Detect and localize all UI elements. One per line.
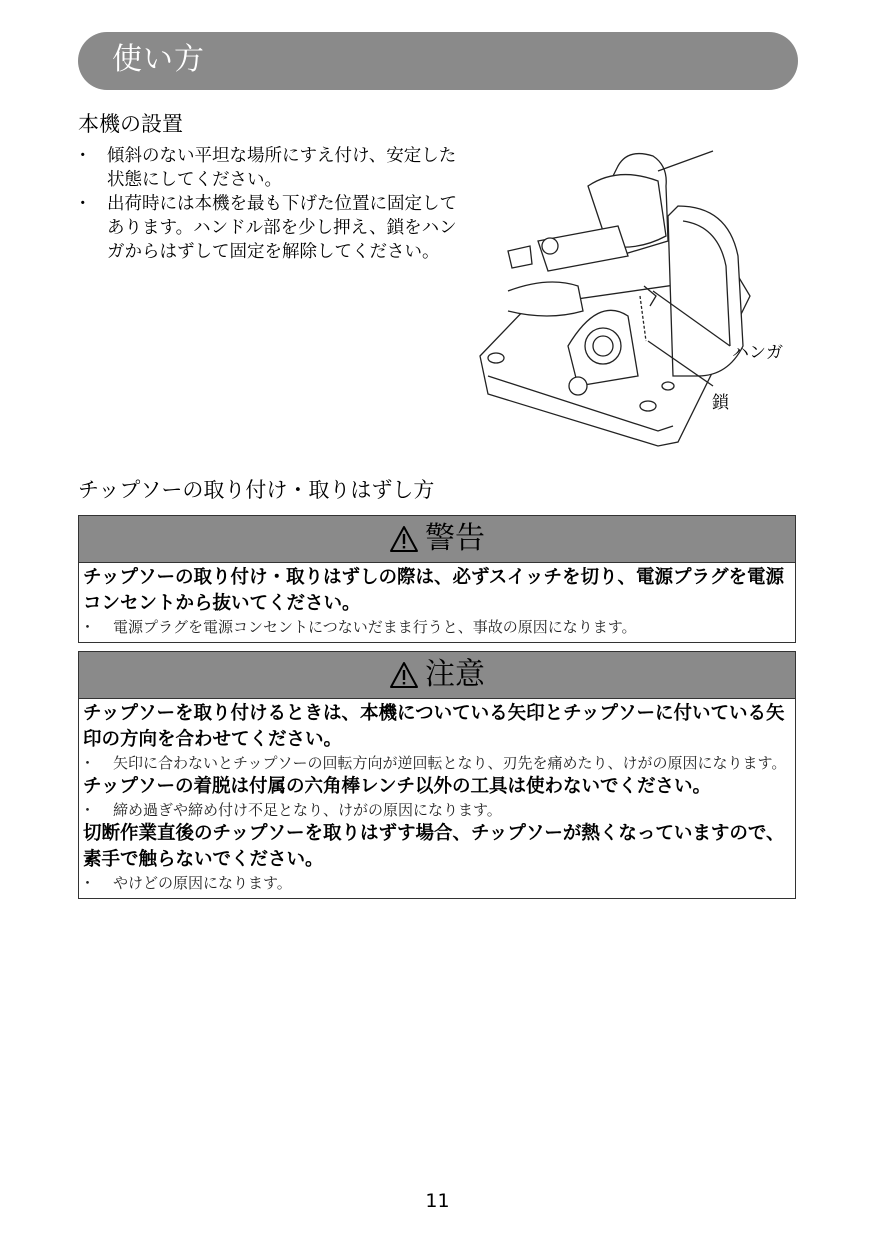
installation-bullet-list: [78, 144, 458, 264]
caution-main-text-2: チップソーの着脱は付属の六角棒レンチ以外の工具は使わないでください。: [83, 776, 711, 797]
installation-heading: 本機の設置: [78, 112, 183, 136]
warning-header: [79, 516, 795, 563]
caution-title: 注意: [425, 657, 485, 692]
chain-label: 鎖: [712, 393, 729, 413]
caution-sub-text-1: ・ 矢印に合わないとチップソーの回転方向が逆回転となり、刃先を痛めたり、けがの原因になります。: [83, 753, 791, 774]
cutter-illustration: [468, 146, 798, 448]
warning-main-text-1: チップソーの取り付け・取りはずしの際は、必ずスイッチを切り、電源プラグを電源コンセントから抜いてください。: [83, 567, 784, 614]
caution-main-text-1: チップソーを取り付けるときは、本機についている矢印とチップソーに付いている矢印の方向を合わせてください。: [83, 703, 785, 750]
warning-title: 警告: [425, 521, 485, 556]
page-title: 使い方: [112, 42, 205, 77]
warning-body: [79, 563, 795, 642]
hanger-label: ハンガ: [732, 343, 783, 363]
chipsaw-heading: チップソーの取り付け・取りはずし方: [78, 478, 435, 502]
warning-box: [78, 515, 796, 643]
header-bar: [78, 32, 798, 90]
caution-triangle-icon: [389, 661, 419, 689]
caution-body: [79, 699, 795, 898]
caution-header: [79, 652, 795, 699]
caution-sub-text-3: ・ やけどの原因になります。: [83, 873, 791, 894]
installation-bullet-1: ・ 傾斜のない平坦な場所にすえ付け、安定した状態にしてください。: [78, 144, 458, 192]
caution-box: [78, 651, 796, 899]
warning-sub-text-1: ・ 電源プラグを電源コンセントにつないだまま行うと、事故の原因になります。: [83, 617, 791, 638]
warning-triangle-icon: [389, 525, 419, 553]
page-number: 11: [425, 1190, 450, 1212]
caution-sub-text-2: ・ 締め過ぎや締め付け不足となり、けがの原因になります。: [83, 800, 791, 821]
installation-bullet-2: ・ 出荷時には本機を最も下げた位置に固定してあります。ハンドル部を少し押え、鎖をハンガからはずして固定を解除してください。: [78, 192, 458, 264]
caution-main-text-3: 切断作業直後のチップソーを取りはずす場合、チップソーが熱くなっていますので、素手で触らないでください。: [83, 823, 785, 870]
